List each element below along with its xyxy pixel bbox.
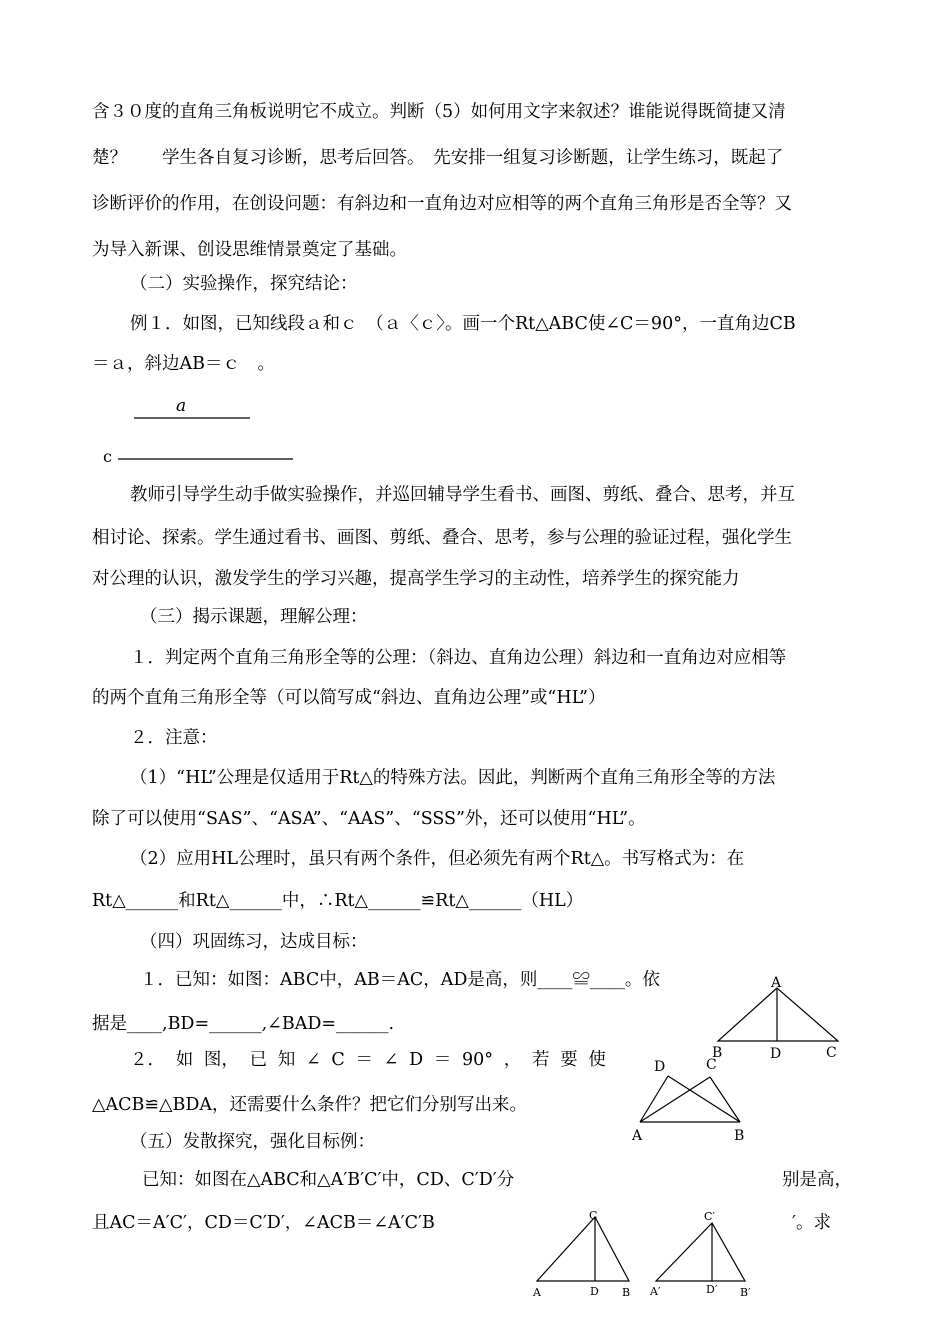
question-3-line: 已知：如图在△ABC和△A′B′C′中，CD、C′D′分 [142, 1170, 515, 1190]
paragraph-line: 教师引导学生动手做实验操作，并巡回辅导学生看书、画图、剪纸、叠合、思考，并互 [130, 485, 795, 505]
q2-token: 已 [249, 1050, 268, 1070]
fig4-label-A: A′ [650, 1285, 661, 1298]
fig4-label-B: B′ [740, 1286, 751, 1299]
note-line: Rt△______和Rt△______中，∴Rt△______≌Rt△______（HL） [92, 891, 584, 911]
question-3-line: 别是高， [782, 1170, 852, 1190]
q2-token: D [409, 1050, 424, 1070]
example-1-line: ＝ａ，斜边AB＝ｃ 。 [92, 354, 275, 374]
segment-a-label: a [176, 396, 187, 416]
fig3-label-D: D [590, 1285, 599, 1298]
section-heading-3: （三）揭示课题，理解公理： [140, 607, 368, 627]
fig2-label-C: C [706, 1057, 717, 1073]
q2-token: ２． [130, 1050, 165, 1070]
q2-token: 90° [462, 1050, 494, 1070]
fig3-label-A: A [533, 1286, 541, 1299]
q2-token: 知 [277, 1050, 296, 1070]
question-2-line: △ACB≌△BDA，还需要什么条件？把它们分别写出来。 [92, 1095, 527, 1115]
fig1-label-A: A [771, 975, 782, 991]
q2-token: C [331, 1050, 345, 1070]
section-heading-4: （四）巩固练习，达成目标： [140, 932, 368, 952]
q2-token: 如 [175, 1050, 194, 1070]
question-3-line: ′。求 [792, 1213, 831, 1233]
segment-c-label: c [103, 447, 112, 466]
paragraph-line: 相讨论、探索。学生通过看书、画图、剪纸、叠合、思考，参与公理的验证过程，强化学生 [92, 528, 792, 548]
example-1-line: 例１．如图，已知线段ａ和ｃ （ａ〈ｃ〉。画一个Rt△ABC使∠C＝90°，一直角边CB [130, 314, 796, 334]
q2-token: 要 [560, 1050, 578, 1070]
axiom-line: 的两个直角三角形全等（可以简写成“斜边、直角边公理”或“HL”） [92, 688, 606, 708]
fig1-label-C: C [826, 1045, 837, 1061]
q2-token: 使 [588, 1050, 606, 1070]
paragraph-line: 为导入新课、创设思维情景奠定了基础。 [92, 240, 407, 260]
note-line: （1）“HL”公理是仅适用于Rt△的特殊方法。因此，判断两个直角三角形全等的方法 [130, 768, 776, 788]
axiom-line: １．判定两个直角三角形全等的公理：（斜边、直角边公理）斜边和一直角边对应相等 [130, 648, 787, 668]
q2-token: 图， [203, 1050, 239, 1070]
figure-triangle-abc-prime [649, 1210, 751, 1299]
question-1-line: １．已知：如图：ABC中，AB＝AC，AD是高，则____≌____。依 [140, 970, 660, 990]
q2-token: ＝ [355, 1050, 373, 1070]
q2-token: ＝ [433, 1050, 452, 1070]
note-line: 除了可以使用“SAS”、“ASA”、“AAS”、“SSS”外，还可以使用“HL”。 [92, 809, 646, 829]
paragraph-line: 诊断评价的作用，在创设问题：有斜边和一直角边对应相等的两个直角三角形是否全等？又 [92, 194, 792, 214]
paragraph-line: 对公理的认识，激发学生的学习兴趣，提高学生学习的主动性，培养学生的探究能力 [92, 569, 740, 589]
fig3-label-C: C [589, 1209, 598, 1222]
q2-token: 若 [531, 1050, 550, 1070]
note-heading: ２．注意： [130, 728, 218, 748]
figure-two-right-triangles [631, 1057, 744, 1144]
section-heading-2: （二）实验操作，探究结论： [130, 274, 358, 294]
q2-token: ∠ [383, 1050, 399, 1070]
fig3-label-B: B [622, 1286, 631, 1299]
paragraph-line: 含３０度的直角三角板说明它不成立。判断（5）如何用文字来叙述？谁能说得既简捷又清 [92, 102, 786, 122]
fig4-label-D: D′ [706, 1283, 718, 1296]
figure-triangle-abc [532, 1209, 630, 1299]
note-line: （2）应用HL公理时，虽只有两个条件，但必须先有两个Rt△。书写格式为：在 [130, 849, 745, 869]
section-heading-5: （五）发散探究，强化目标例： [130, 1132, 375, 1152]
question-3-line: 且AC＝A′C′，CD＝C′D′，∠ACB＝∠A′C′B [92, 1213, 435, 1233]
question-1-line: 据是____,BD=______,∠BAD=______. [92, 1014, 395, 1034]
fig1-label-D: D [770, 1046, 782, 1062]
q2-token: ∠ [306, 1050, 321, 1070]
fig2-label-B: B [734, 1128, 745, 1144]
fig4-label-C: C′ [704, 1210, 715, 1223]
fig2-label-A: A [632, 1128, 643, 1144]
fig1-label-B: B [712, 1045, 723, 1061]
fig2-label-D: D [654, 1059, 666, 1075]
figure-isosceles-triangle [712, 975, 838, 1062]
q2-token: ， [503, 1050, 522, 1070]
paragraph-line: 楚？ 学生各自复习诊断，思考后回答。 先安排一组复习诊断题，让学生练习，既起了 [92, 148, 784, 168]
